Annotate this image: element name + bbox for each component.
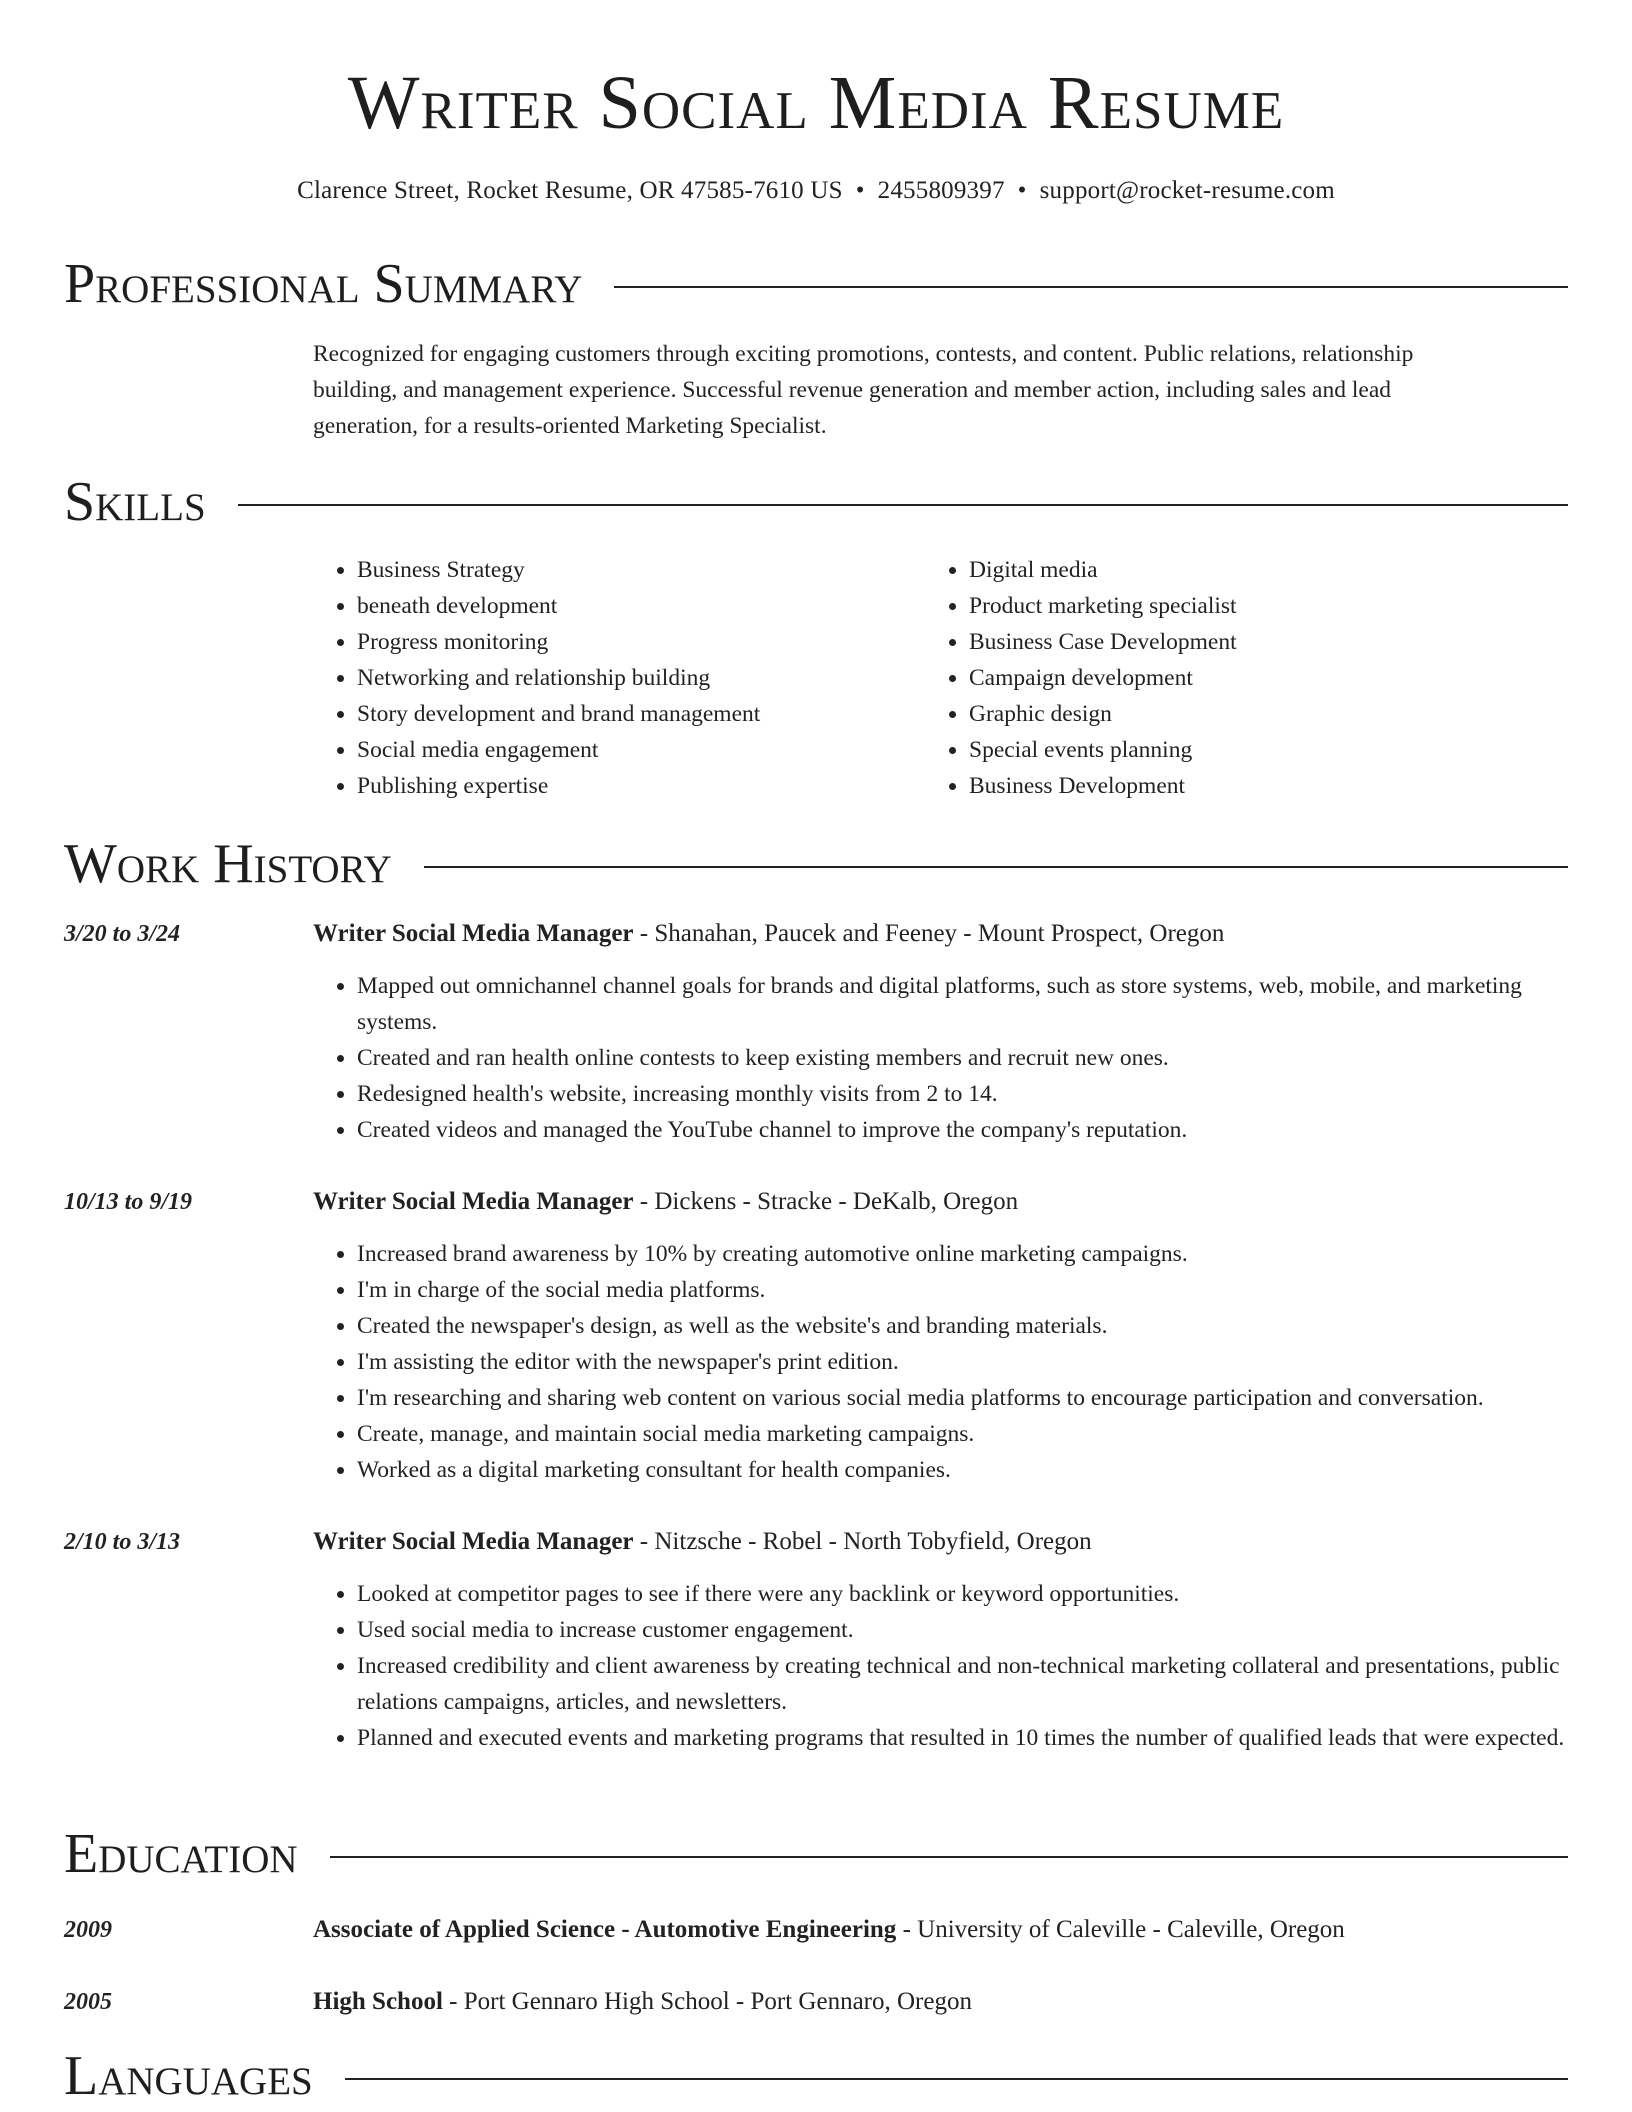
- skill-item: • Business Development: [969, 768, 1237, 804]
- skills-list-right: [925, 552, 1237, 804]
- education-school: - Port Gennaro High School - Port Gennaro, Oregon: [442, 1988, 972, 2015]
- separator-dot: •: [1017, 177, 1027, 204]
- job-bullet: • I'm assisting the editor with the newspaper's print edition.: [357, 1344, 1607, 1380]
- job-dates: 3/20 to 3/24: [64, 921, 181, 947]
- job-employer: - Shanahan, Paucek and Feeney - Mount Prospect, Oregon: [633, 920, 1225, 947]
- job-bullet: • Looked at competitor pages to see if there were any backlink or keyword opportunities.: [357, 1576, 1607, 1612]
- separator-dot: •: [855, 177, 865, 204]
- contact-address: Clarence Street, Rocket Resume, OR 47585-7610 US: [297, 177, 843, 204]
- education-degree: High School: [313, 1988, 443, 2015]
- job-bullet: • Redesigned health's website, increasing monthly visits from 2 to 14.: [357, 1076, 1607, 1112]
- skill-item: • Digital media: [969, 552, 1237, 588]
- job-employer: - Nitzsche - Robel - North Tobyfield, Oregon: [633, 1528, 1092, 1555]
- skill-item: • Campaign development: [969, 660, 1237, 696]
- skill-item: • beneath development: [357, 588, 760, 624]
- job-bullet: • Mapped out omnichannel channel goals for brands and digital platforms, such as store systems, web, mobile, and marketing systems.: [357, 968, 1607, 1040]
- job-bullet: • Used social media to increase customer engagement.: [357, 1612, 1607, 1648]
- job-bullets: [313, 1236, 1607, 1488]
- skills-list-left: [313, 552, 760, 804]
- skill-item: • Progress monitoring: [357, 624, 760, 660]
- job-bullet: • Increased credibility and client awareness by creating technical and non-technical marketing collateral and presentations, public relations campaigns, articles, and newsletters.: [357, 1648, 1607, 1720]
- skill-item: • Product marketing specialist: [969, 588, 1237, 624]
- job-title: Writer Social Media Manager: [313, 1188, 634, 1215]
- section-heading: Professional Summary: [64, 253, 583, 315]
- job-bullet: • Planned and executed events and marketing programs that resulted in 10 times the number of qualified leads that were expected.: [357, 1720, 1607, 1756]
- section-divider: [238, 504, 1568, 506]
- job-title: Writer Social Media Manager: [313, 1528, 634, 1555]
- job-bullet: • Increased brand awareness by 10% by creating automotive online marketing campaigns.: [357, 1236, 1607, 1272]
- job-employer: - Dickens - Stracke - DeKalb, Oregon: [633, 1188, 1019, 1215]
- job-bullet: • I'm in charge of the social media platforms.: [357, 1272, 1607, 1308]
- section-divider: [330, 1856, 1568, 1858]
- contact-phone: 2455809397: [877, 177, 1005, 204]
- job-bullet: • Create, manage, and maintain social media marketing campaigns.: [357, 1416, 1607, 1452]
- languages-section-header: [64, 2044, 1568, 2108]
- summary-section-header: [64, 252, 1568, 316]
- job-bullet: • Created and ran health online contests to keep existing members and recruit new ones.: [357, 1040, 1607, 1076]
- job-heading: [313, 1184, 1018, 1220]
- resume-title: Writer Social Media Resume: [347, 61, 1285, 145]
- education-entry: [313, 1912, 1345, 1948]
- job-bullet: • Created videos and managed the YouTube channel to improve the company's reputation.: [357, 1112, 1607, 1148]
- education-section-header: [64, 1822, 1568, 1886]
- skills-section-header: [64, 470, 1568, 534]
- section-divider: [614, 286, 1568, 288]
- education-year: 2009: [64, 1917, 112, 1943]
- skill-item: • Graphic design: [969, 696, 1237, 732]
- job-title: Writer Social Media Manager: [313, 920, 634, 947]
- skill-item: • Special events planning: [969, 732, 1237, 768]
- section-heading: Education: [64, 1823, 298, 1885]
- job-bullet: • I'm researching and sharing web content on various social media platforms to encourage participation and conversation.: [357, 1380, 1607, 1416]
- education-year: 2005: [64, 1989, 112, 2015]
- section-heading: Skills: [64, 471, 206, 533]
- skill-item: • Business Strategy: [357, 552, 760, 588]
- contact-line: [0, 174, 1632, 208]
- education-degree: Associate of Applied Science - Automotive Engineering: [313, 1916, 897, 1943]
- job-bullet: • Worked as a digital marketing consultant for health companies.: [357, 1452, 1607, 1488]
- job-bullets: [313, 968, 1607, 1148]
- job-bullets: [313, 1576, 1607, 1756]
- job-dates: 2/10 to 3/13: [64, 1529, 181, 1555]
- skill-item: • Publishing expertise: [357, 768, 760, 804]
- skill-item: • Business Case Development: [969, 624, 1237, 660]
- section-heading: Work History: [64, 833, 392, 895]
- section-heading: Languages: [64, 2045, 313, 2107]
- section-divider: [345, 2078, 1568, 2080]
- job-heading: [313, 1524, 1092, 1560]
- job-dates: 10/13 to 9/19: [64, 1189, 193, 1215]
- skill-item: • Social media engagement: [357, 732, 760, 768]
- skill-item: • Networking and relationship building: [357, 660, 760, 696]
- section-divider: [424, 866, 1568, 868]
- job-heading: [313, 916, 1224, 952]
- summary-text: Recognized for engaging customers through exciting promotions, contests, and content. Public relations, relationship building, and management experience. Successful revenue generation and member action, including sales and lead generation, for a results-oriented Marketing Specialist.: [313, 341, 1414, 439]
- contact-email: support@rocket-resume.com: [1039, 177, 1335, 204]
- skill-item: • Story development and brand management: [357, 696, 760, 732]
- work-section-header: [64, 832, 1568, 896]
- education-school: - University of Caleville - Caleville, Oregon: [896, 1916, 1345, 1943]
- education-entry: [313, 1984, 972, 2020]
- job-bullet: • Created the newspaper's design, as well as the website's and branding materials.: [357, 1308, 1607, 1344]
